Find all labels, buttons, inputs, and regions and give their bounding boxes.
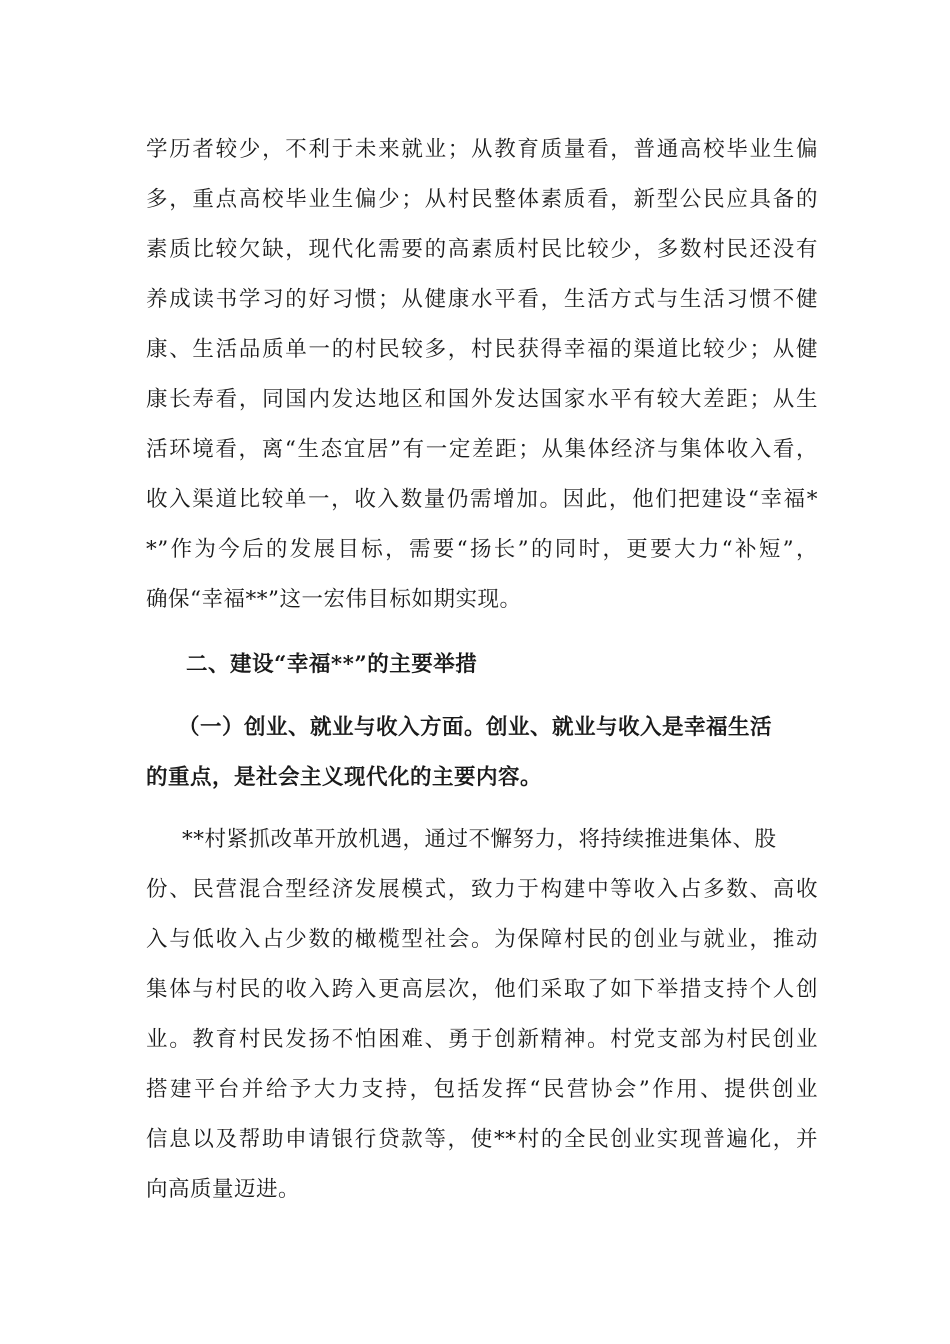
paragraph-line: 确保“幸福**”这一宏伟目标如期实现。 [146,587,522,612]
paragraph-line: 多，重点高校毕业生偏少；从村民整体素质看，新型公民应具备的 [146,187,818,212]
heading-line: （一）创业、就业与收入方面。创业、就业与收入是幸福生活 [178,715,773,740]
paragraph-line: 活环境看，离“生态宜居”有一定差距；从集体经济与集体收入看， [146,437,818,462]
paragraph-line: 收入渠道比较单一，收入数量仍需增加。因此，他们把建设“幸福* [146,487,818,512]
paragraph-line: 学历者较少，不利于未来就业；从教育质量看，普通高校毕业生偏 [146,137,818,162]
paragraph-line: 搭建平台并给予大力支持，包括发挥“民营协会”作用、提供创业 [146,1077,818,1102]
paragraph-line: 向高质量迈进。 [146,1177,301,1202]
paragraph-line: 入与低收入占少数的橄榄型社会。为保障村民的创业与就业，推动 [146,927,818,952]
heading-line: 二、建设“幸福**”的主要举措 [186,652,478,677]
paragraph-line: 康、生活品质单一的村民较多，村民获得幸福的渠道比较少；从健 [146,337,818,362]
paragraph-line: 信息以及帮助申请银行贷款等，使**村的全民创业实现普遍化，并 [146,1127,818,1152]
paragraph-line: **村紧抓改革开放机遇，通过不懈努力，将持续推进集体、股 [182,827,777,852]
paragraph-line: 份、民营混合型经济发展模式，致力于构建中等收入占多数、高收 [146,877,818,902]
paragraph-line: 业。教育村民发扬不怕困难、勇于创新精神。村党支部为村民创业 [146,1027,818,1052]
paragraph-line: 素质比较欠缺，现代化需要的高素质村民比较少，多数村民还没有 [146,237,818,262]
paragraph-line: *”作为今后的发展目标，需要“扬长”的同时，更要大力“补短”， [146,537,818,562]
paragraph-line: 康长寿看，同国内发达地区和国外发达国家水平有较大差距；从生 [146,387,818,412]
paragraph-line: 养成读书学习的好习惯；从健康水平看，生活方式与生活习惯不健 [146,287,818,312]
paragraph-line: 集体与村民的收入跨入更高层次，他们采取了如下举措支持个人创 [146,977,818,1002]
heading-line: 的重点，是社会主义现代化的主要内容。 [146,765,543,790]
